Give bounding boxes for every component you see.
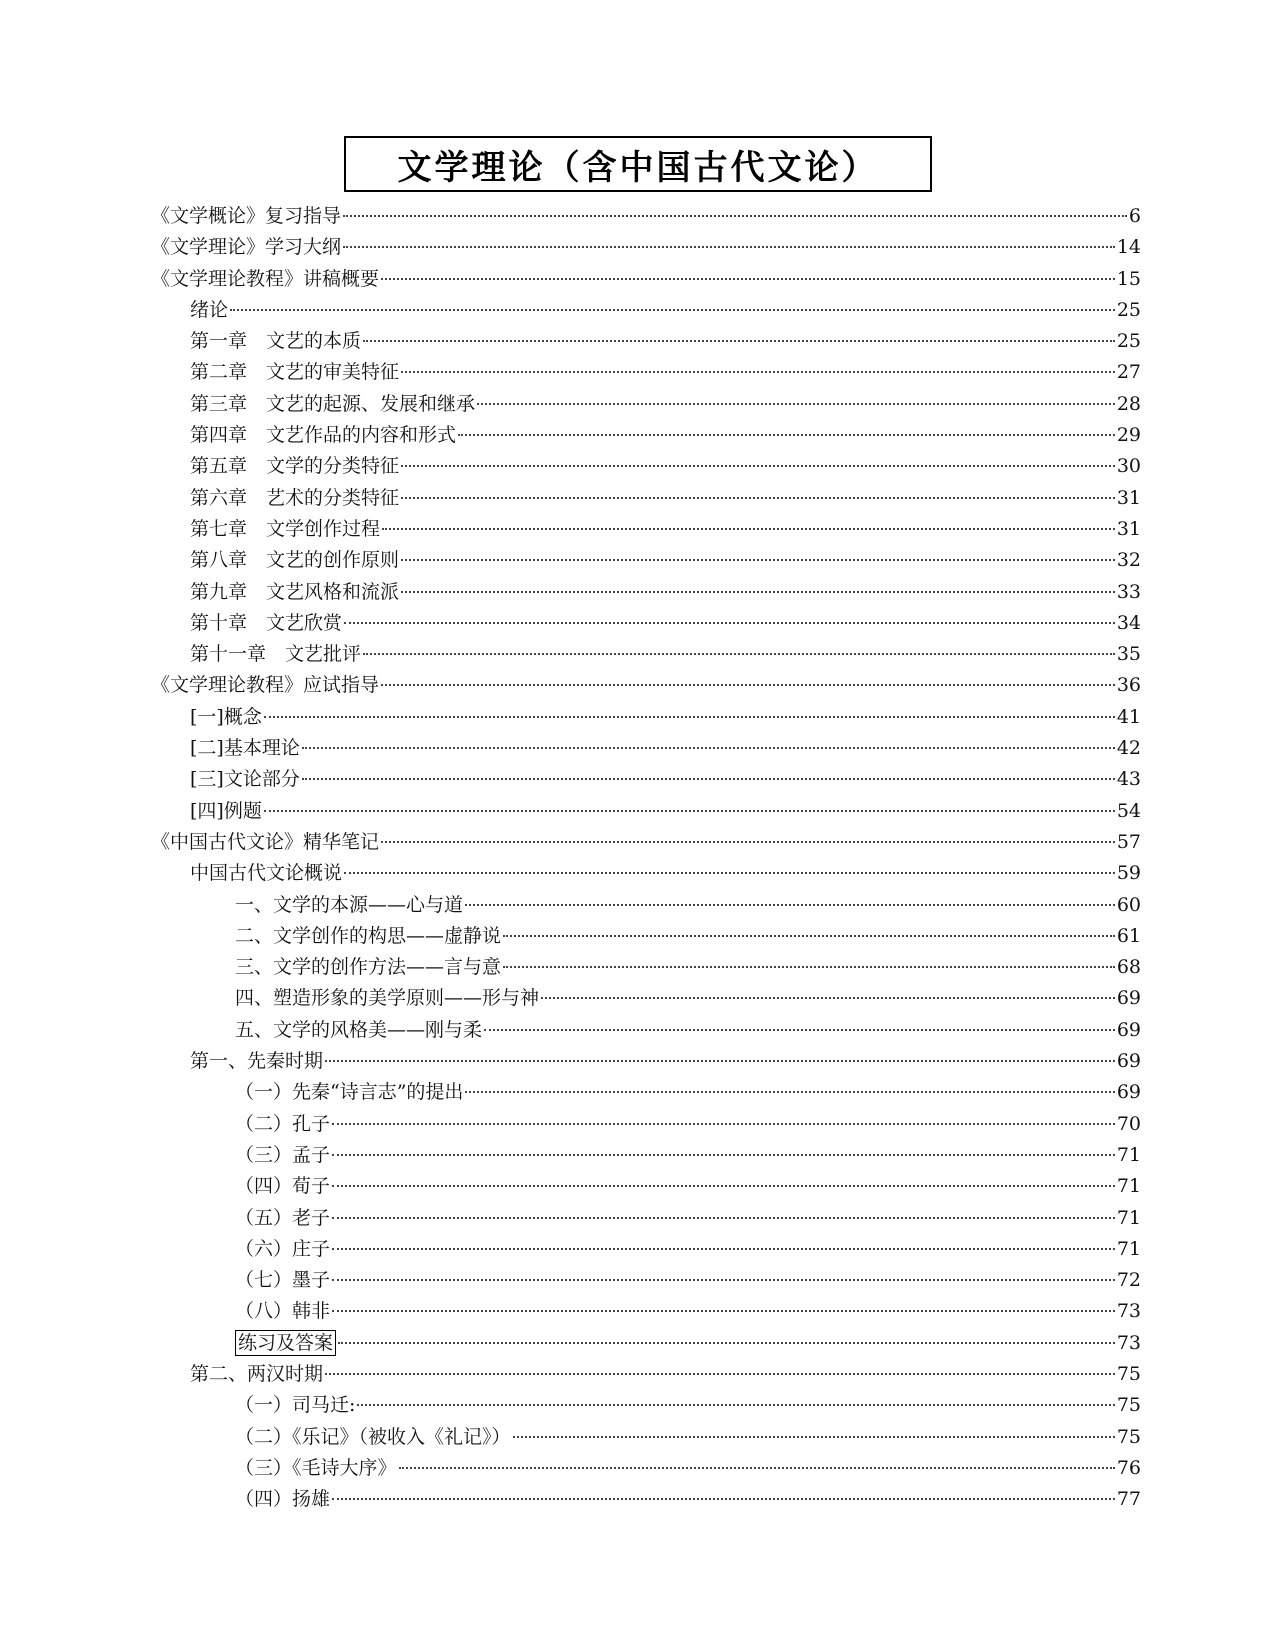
toc-entry-page-number: 76: [1116, 1456, 1141, 1479]
dot-leader: [401, 371, 1115, 373]
dot-leader: [484, 1029, 1115, 1031]
toc-entry-page-number: 75: [1116, 1394, 1141, 1417]
dot-leader: [503, 935, 1115, 937]
toc-entry[interactable]: [151, 389, 1141, 420]
toc-entry[interactable]: [151, 733, 1141, 764]
toc-entry-label: （七）墨子: [235, 1269, 331, 1292]
dot-leader: [381, 684, 1115, 686]
toc-entry-label: 一、文学的本源——心与道: [235, 893, 464, 916]
dot-leader: [465, 904, 1115, 906]
toc-entry-page-number: 75: [1116, 1425, 1141, 1448]
toc-entry-page-number: 77: [1116, 1488, 1141, 1511]
toc-entry[interactable]: [151, 858, 1141, 889]
toc-entry[interactable]: [151, 1484, 1141, 1515]
toc-entry-label: 第九章 文艺风格和流派: [190, 580, 400, 603]
page-title-box: [344, 136, 932, 192]
dot-leader: [513, 1436, 1115, 1438]
toc-entry-page-number: 41: [1116, 705, 1141, 728]
toc-entry[interactable]: [151, 1171, 1141, 1202]
toc-entry[interactable]: [151, 796, 1141, 827]
toc-entry[interactable]: [151, 1265, 1141, 1296]
toc-entry[interactable]: [151, 1422, 1141, 1453]
toc-entry[interactable]: [151, 1109, 1141, 1140]
toc-entry-page-number: 30: [1116, 455, 1141, 478]
toc-entry-label: 第三章 文艺的起源、发展和继承: [190, 392, 476, 415]
toc-entry[interactable]: [151, 420, 1141, 451]
toc-entry-label: [一]概念: [190, 705, 262, 728]
toc-entry-label: 二、文学创作的构思——虚静说: [235, 924, 502, 947]
toc-entry-page-number: 35: [1116, 643, 1141, 666]
toc-entry[interactable]: [151, 890, 1141, 921]
dot-leader: [382, 528, 1115, 530]
toc-entry-page-number: 69: [1116, 1018, 1141, 1041]
toc-entry-page-number: 59: [1116, 862, 1141, 885]
dot-leader: [363, 653, 1115, 655]
dot-leader: [343, 215, 1127, 217]
dot-leader: [458, 434, 1115, 436]
toc-entry[interactable]: [151, 1234, 1141, 1265]
toc-entry-label: 《中国古代文论》精华笔记: [151, 830, 380, 853]
dot-leader: [332, 1217, 1115, 1219]
toc-entry-page-number: 71: [1116, 1206, 1141, 1229]
dot-leader: [332, 1123, 1115, 1125]
toc-entry[interactable]: [151, 608, 1141, 639]
table-of-contents: [151, 201, 1141, 1515]
toc-entry[interactable]: [151, 483, 1141, 514]
toc-entry-label: （二）孔子: [235, 1112, 331, 1135]
dot-leader: [465, 1091, 1114, 1093]
toc-entry[interactable]: [151, 702, 1141, 733]
toc-entry[interactable]: [151, 639, 1141, 670]
toc-entry-page-number: 31: [1116, 517, 1141, 540]
dot-leader: [344, 622, 1115, 624]
toc-entry-label: 第十章 文艺欣赏: [190, 611, 343, 634]
dot-leader: [230, 309, 1115, 311]
toc-entry-page-number: 73: [1116, 1331, 1141, 1354]
toc-entry-label: （一）先秦“诗言志”的提出: [235, 1081, 464, 1104]
toc-entry[interactable]: [151, 514, 1141, 545]
dot-leader: [363, 340, 1115, 342]
toc-entry-label: （六）庄子: [235, 1237, 331, 1260]
toc-entry-label: [二]基本理论: [190, 737, 300, 760]
dot-leader: [357, 1404, 1114, 1406]
toc-entry[interactable]: [151, 326, 1141, 357]
toc-entry-label: [三]文论部分: [190, 768, 300, 791]
dot-leader: [332, 1498, 1115, 1500]
toc-entry[interactable]: [151, 921, 1141, 952]
toc-entry-label: （四）荀子: [235, 1175, 331, 1198]
toc-entry-page-number: 60: [1116, 893, 1141, 916]
dot-leader: [541, 997, 1115, 999]
toc-entry-page-number: 57: [1116, 830, 1141, 853]
toc-entry-page-number: 69: [1116, 1050, 1141, 1073]
toc-entry[interactable]: [151, 201, 1141, 232]
toc-entry-page-number: 71: [1116, 1237, 1141, 1260]
toc-entry-page-number: 54: [1116, 799, 1141, 822]
toc-entry[interactable]: [151, 1140, 1141, 1171]
toc-entry-page-number: 32: [1116, 549, 1141, 572]
toc-entry-page-number: 42: [1116, 737, 1141, 760]
dot-leader: [332, 1185, 1115, 1187]
dot-leader: [264, 810, 1115, 812]
toc-entry-label: 三、文学的创作方法——言与意: [235, 956, 502, 979]
toc-entry-label: 第七章 文学创作过程: [190, 517, 381, 540]
toc-entry-label: （一）司马迁:: [235, 1394, 356, 1417]
dot-leader: [344, 872, 1115, 874]
toc-entry-label: 第四章 文艺作品的内容和形式: [190, 424, 457, 447]
dot-leader: [325, 1373, 1115, 1375]
dot-leader: [264, 716, 1115, 718]
toc-entry[interactable]: [151, 232, 1141, 263]
toc-entry-page-number: 34: [1116, 611, 1141, 634]
toc-entry-label: [四]例题: [190, 799, 262, 822]
toc-entry-label: 第八章 文艺的创作原则: [190, 549, 400, 572]
toc-entry[interactable]: [151, 1453, 1141, 1484]
dot-leader: [381, 841, 1115, 843]
dot-leader: [503, 966, 1115, 968]
toc-entry-page-number: 69: [1116, 1081, 1141, 1104]
toc-entry-label: （八）韩非: [235, 1300, 331, 1323]
dot-leader: [401, 559, 1115, 561]
toc-entry-label: 第一、先秦时期: [190, 1050, 324, 1073]
dot-leader: [343, 246, 1115, 248]
toc-entry[interactable]: [151, 1046, 1141, 1077]
toc-entry[interactable]: [151, 1015, 1141, 1046]
toc-entry[interactable]: [151, 451, 1141, 482]
toc-entry[interactable]: [151, 264, 1141, 295]
toc-entry[interactable]: [151, 1390, 1141, 1421]
toc-entry-page-number: 6: [1128, 205, 1141, 227]
dot-leader: [332, 1279, 1115, 1281]
dot-leader: [302, 778, 1115, 780]
dot-leader: [332, 1248, 1115, 1250]
toc-entry[interactable]: [151, 1359, 1141, 1390]
toc-entry-label: 第一章 文艺的本质: [190, 330, 362, 353]
toc-entry-label: 练习及答案: [235, 1330, 336, 1356]
dot-leader: [302, 747, 1115, 749]
toc-entry-label: 第六章 艺术的分类特征: [190, 486, 400, 509]
toc-entry[interactable]: [151, 1203, 1141, 1234]
toc-entry-page-number: 68: [1116, 956, 1141, 979]
toc-entry-page-number: 69: [1116, 987, 1141, 1010]
toc-entry-page-number: 71: [1116, 1143, 1141, 1166]
toc-entry-label: （五）老子: [235, 1206, 331, 1229]
toc-entry-page-number: 36: [1116, 674, 1141, 697]
toc-entry-page-number: 15: [1116, 267, 1141, 290]
toc-entry[interactable]: [151, 545, 1141, 576]
toc-entry-label: （三）孟子: [235, 1143, 331, 1166]
toc-entry-page-number: 70: [1116, 1112, 1141, 1135]
toc-entry[interactable]: [151, 983, 1141, 1014]
toc-entry-label: 第二、两汉时期: [190, 1362, 324, 1385]
toc-entry-label: 《文学理论教程》应试指导: [151, 674, 380, 697]
toc-entry-page-number: 73: [1116, 1300, 1141, 1323]
dot-leader: [401, 465, 1115, 467]
toc-entry[interactable]: [151, 1328, 1141, 1359]
dot-leader: [477, 403, 1115, 405]
toc-entry[interactable]: [151, 764, 1141, 795]
toc-entry-label: 绪论: [190, 298, 229, 321]
toc-entry-page-number: 43: [1116, 768, 1141, 791]
toc-entry-label: （二）《乐记》（被收入《礼记》）: [235, 1425, 511, 1448]
toc-entry-page-number: 75: [1116, 1362, 1141, 1385]
dot-leader: [401, 591, 1115, 593]
toc-entry-label: 四、塑造形象的美学原则——形与神: [235, 987, 540, 1010]
toc-entry[interactable]: [151, 1296, 1141, 1327]
toc-entry-label: 《文学概论》复习指导: [151, 205, 342, 227]
dot-leader: [332, 1154, 1115, 1156]
dot-leader: [325, 1060, 1115, 1062]
dot-leader: [338, 1342, 1115, 1344]
toc-entry-page-number: 31: [1116, 486, 1141, 509]
toc-entry-label: （三）《毛诗大序》: [235, 1456, 397, 1479]
toc-entry-label: 五、文学的风格美——刚与柔: [235, 1018, 483, 1041]
toc-entry-label: 第十一章 文艺批评: [190, 643, 362, 666]
dot-leader: [381, 278, 1115, 280]
toc-entry-page-number: 61: [1116, 924, 1141, 947]
toc-entry-label: 第二章 文艺的审美特征: [190, 361, 400, 384]
toc-entry-page-number: 33: [1116, 580, 1141, 603]
toc-entry-label: 《文学理论》学习大纲: [151, 236, 342, 259]
dot-leader: [399, 1467, 1115, 1469]
toc-entry-label: 中国古代文论概说: [190, 862, 343, 885]
toc-entry-label: 第五章 文学的分类特征: [190, 455, 400, 478]
toc-entry-page-number: 29: [1116, 424, 1141, 447]
toc-entry[interactable]: [151, 295, 1141, 326]
toc-entry-page-number: 28: [1116, 392, 1141, 415]
toc-entry[interactable]: [151, 1077, 1141, 1108]
toc-entry-label: 《文学理论教程》讲稿概要: [151, 267, 380, 290]
toc-entry-page-number: 25: [1116, 330, 1141, 353]
toc-entry[interactable]: [151, 952, 1141, 983]
toc-entry-page-number: 14: [1116, 236, 1141, 259]
dot-leader: [401, 497, 1115, 499]
toc-entry[interactable]: [151, 357, 1141, 388]
toc-entry-label: （四）扬雄: [235, 1488, 331, 1511]
toc-entry-page-number: 72: [1116, 1269, 1141, 1292]
toc-entry[interactable]: [151, 577, 1141, 608]
toc-entry-page-number: 25: [1116, 298, 1141, 321]
toc-entry[interactable]: [151, 670, 1141, 701]
page-title: 文学理论（含中国古代文论）: [397, 147, 879, 188]
toc-entry-page-number: 71: [1116, 1175, 1141, 1198]
dot-leader: [332, 1310, 1115, 1312]
toc-entry[interactable]: [151, 827, 1141, 858]
toc-entry-page-number: 27: [1116, 361, 1141, 384]
